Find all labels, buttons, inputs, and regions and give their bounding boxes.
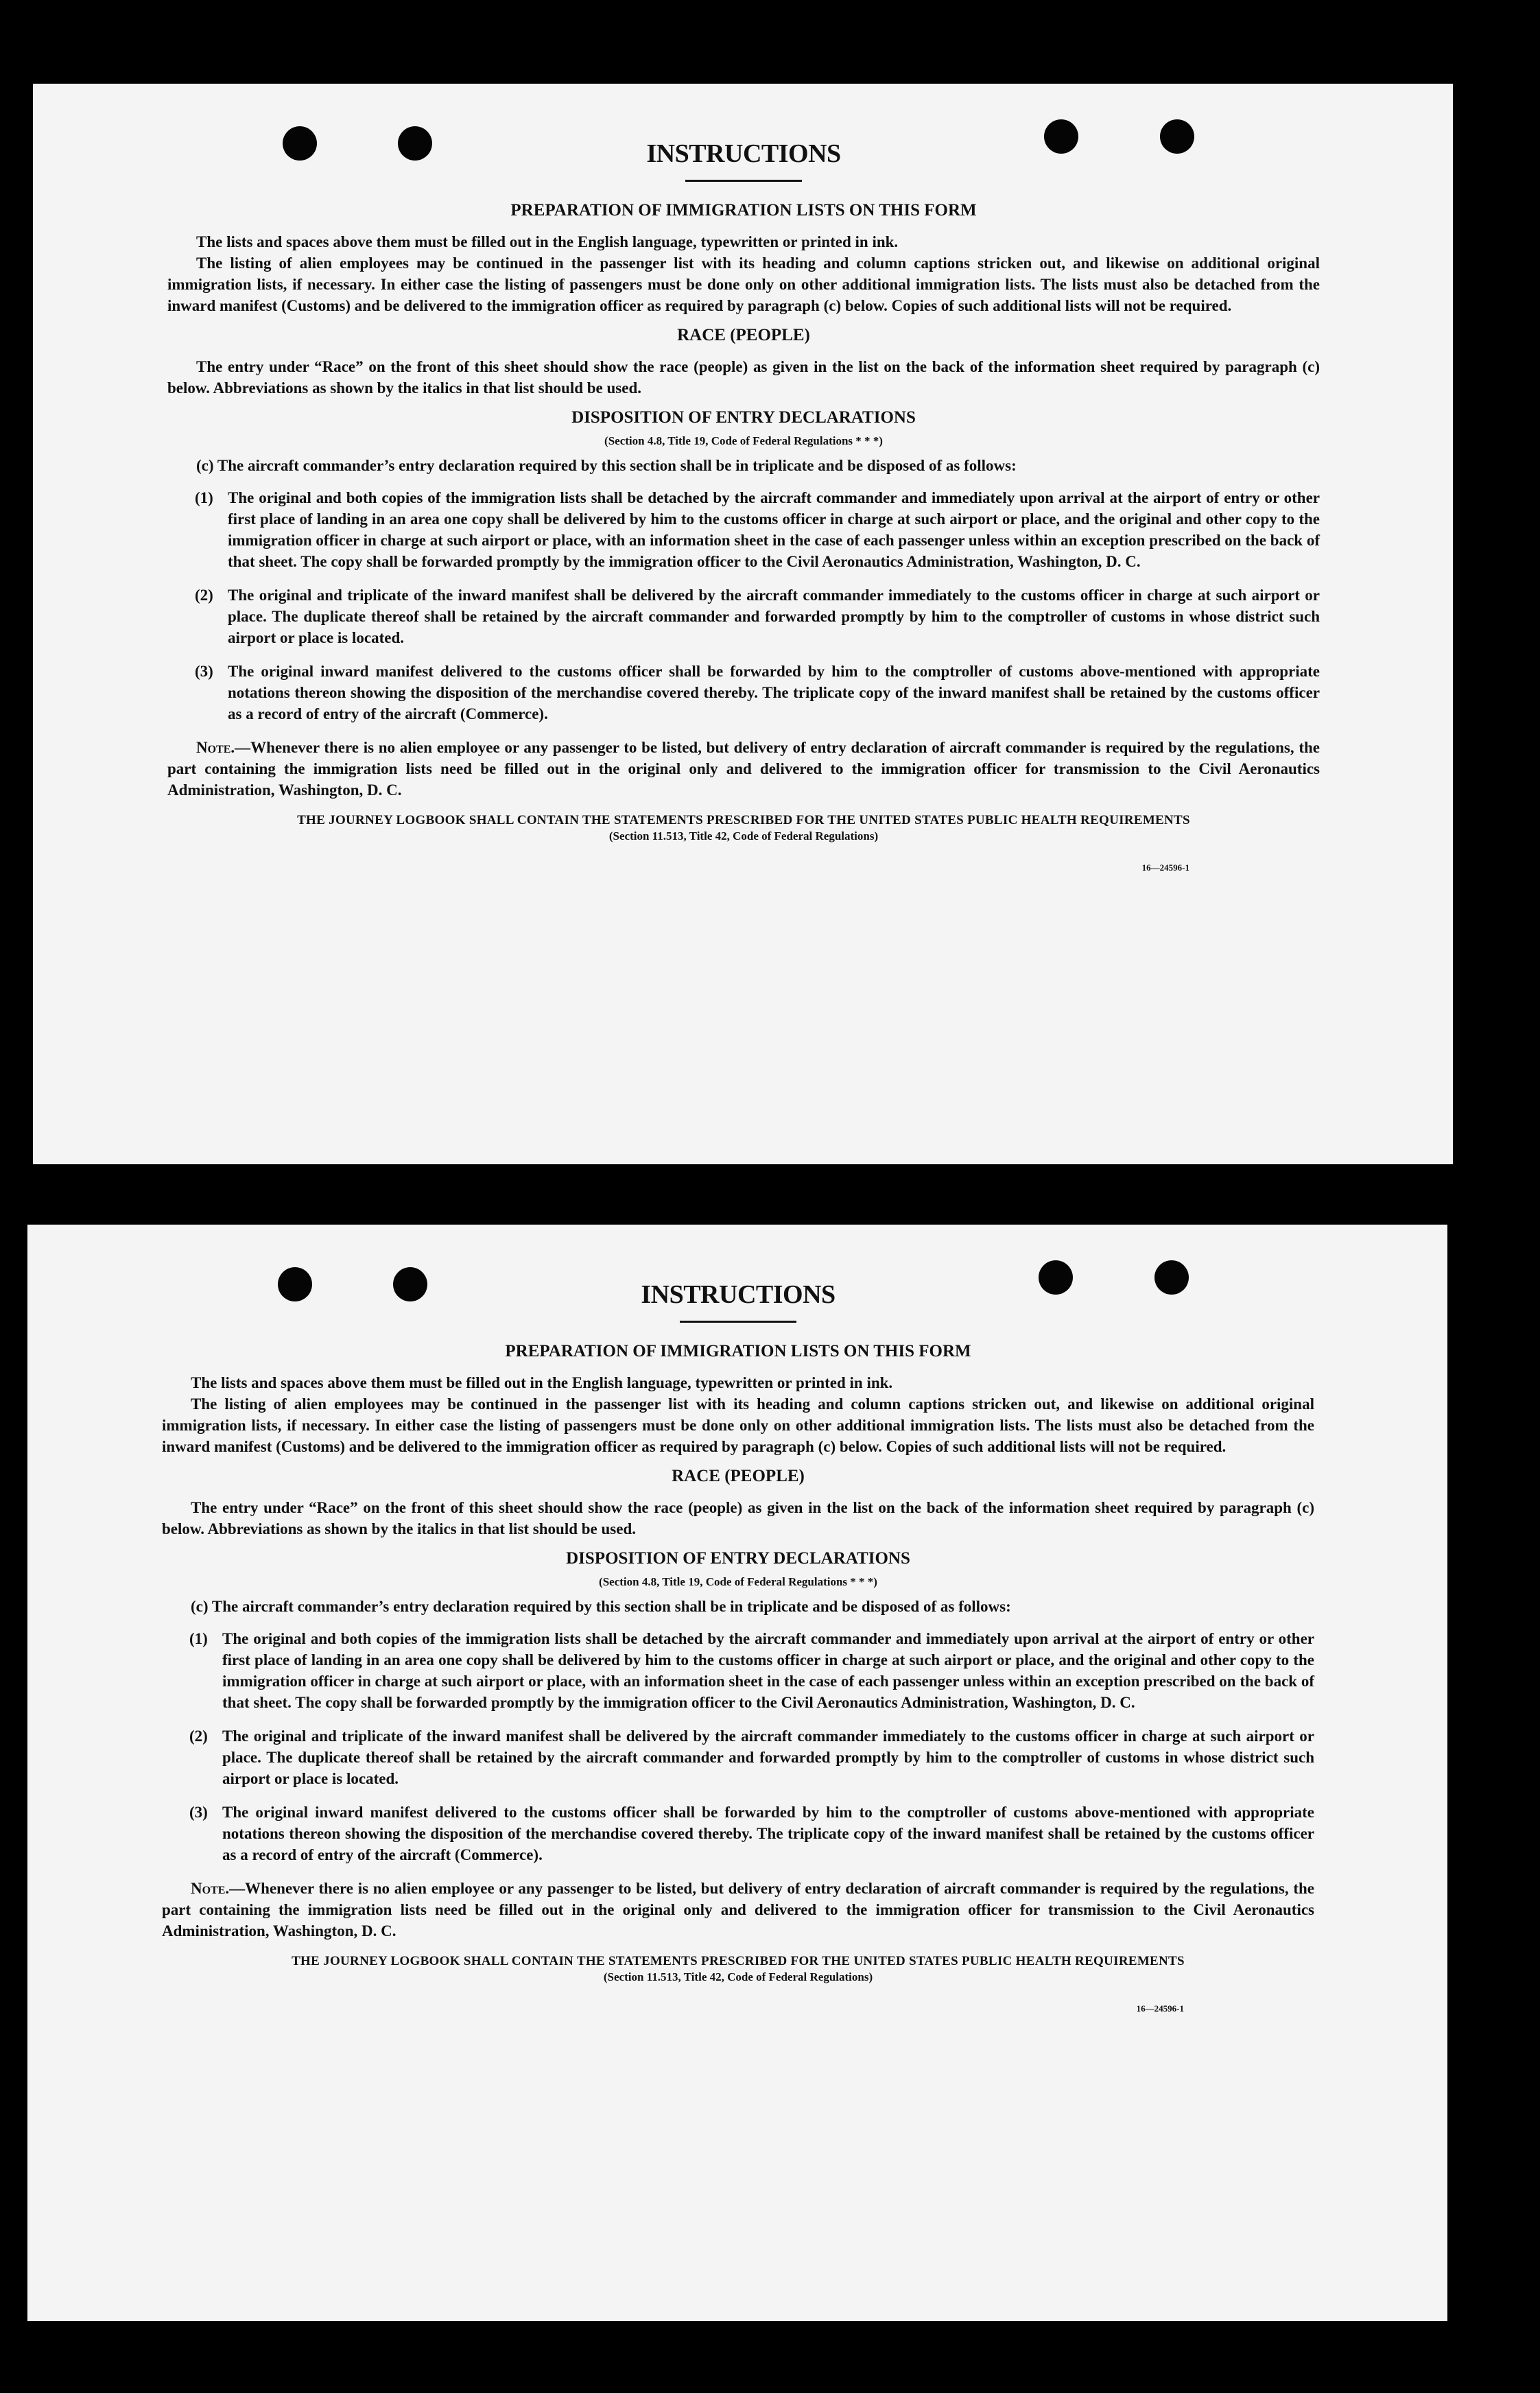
section-citation: (Section 4.8, Title 19, Code of Federal Regulations * * *)	[604, 434, 883, 447]
form-number: 16—24596-1	[1141, 862, 1189, 873]
note-text: —Whenever there is no alien employee or any passenger to be listed, but delivery of entry declaration of aircraft commander is required by the regulations, the part containing the immigration lists need be filled out in the original only and delivered to the immigration officer for transmission to the Civil Aeronautics Administration, Washington, D. C.	[167, 739, 1320, 799]
item-number: (2)	[195, 587, 213, 604]
paragraph-c: (c) The aircraft commander’s entry declaration required by this section shall be in triplicate and be disposed of as follows:	[196, 457, 1017, 474]
paragraph-language: The lists and spaces above them must be filled out in the English language, typewritten or printed in ink.	[196, 233, 899, 250]
paragraph-race: The entry under “Race” on the front of this sheet should show the race (people) as given in the list on the back of the information sheet required by paragraph (c) below. Abbreviations as shown by the italics in that list should be used.	[162, 1499, 1314, 1537]
title-rule	[685, 180, 802, 182]
item-text: The original inward manifest delivered to the customs officer shall be forwarded by him to the comptroller of customs above-mentioned with appropriate notations thereon showing the disposition of the merchandise covered thereby. The triplicate copy of the inward manifest shall be retained by the customs officer as a record of entry of the aircraft (Commerce).	[222, 1804, 1314, 1863]
item-number: (3)	[189, 1804, 208, 1821]
section-citation: (Section 4.8, Title 19, Code of Federal Regulations * * *)	[599, 1575, 877, 1588]
item-number: (2)	[189, 1728, 208, 1745]
list-item	[189, 1725, 1314, 1789]
sheet-content	[167, 139, 1320, 873]
section-heading-disposition: DISPOSITION OF ENTRY DECLARATIONS	[571, 408, 916, 427]
logbook-citation: (Section 11.513, Title 42, Code of Federal Regulations)	[603, 1970, 873, 1983]
page-title: INSTRUCTIONS	[641, 1280, 836, 1309]
instruction-sheet-1	[33, 84, 1453, 1164]
note-text: —Whenever there is no alien employee or any passenger to be listed, but delivery of entry declaration of aircraft commander is required by the regulations, the part containing the immigration lists need be filled out in the original only and delivered to the immigration officer for transmission to the Civil Aeronautics Administration, Washington, D. C.	[162, 1880, 1314, 1940]
item-text: The original and both copies of the immigration lists shall be detached by the aircraft commander and immediately upon arrival at the airport of entry or other first place of landing in an area one copy shall be delivered by him to the customs officer in charge at such airport or place, and the original and other copy to the immigration officer in charge at such airport or place, with an information sheet in the case of each passenger unless within an exception prescribed on the back of that sheet. The copy shall be forwarded promptly by the immigration officer to the Civil Aeronautics Administration, Washington, D. C.	[222, 1630, 1314, 1711]
instruction-sheet-2	[27, 1225, 1447, 2321]
title-rule	[680, 1321, 796, 1323]
section-heading-disposition: DISPOSITION OF ENTRY DECLARATIONS	[566, 1549, 910, 1568]
note-label: Note.	[191, 1880, 230, 1897]
section-heading-race: RACE (PEOPLE)	[672, 1467, 805, 1485]
paragraph-c: (c) The aircraft commander’s entry declaration required by this section shall be in triplicate and be disposed of as follows:	[191, 1598, 1011, 1615]
list-item	[195, 661, 1320, 724]
form-number: 16—24596-1	[1136, 2003, 1184, 2014]
logbook-citation: (Section 11.513, Title 42, Code of Federal Regulations)	[608, 829, 879, 842]
logbook-requirement: THE JOURNEY LOGBOOK SHALL CONTAIN THE STATEMENTS PRESCRIBED FOR THE UNITED STATES PUBLIC HEALTH REQUIREMENTS	[297, 813, 1190, 827]
paragraph-race: The entry under “Race” on the front of this sheet should show the race (people) as given in the list on the back of the information sheet required by paragraph (c) below. Abbreviations as shown by the italics in that list should be used.	[167, 358, 1320, 397]
paragraph-alien-employees: The listing of alien employees may be continued in the passenger list with its heading and column captions stricken out, and likewise on additional original immigration lists, if necessary. In either case the listing of passengers must be done only on other additional immigration lists. The lists must also be detached from the inward manifest (Customs) and be delivered to the immigration officer as required by paragraph (c) below. Copies of such additional lists will not be required.	[162, 1395, 1314, 1455]
item-text: The original and both copies of the immigration lists shall be detached by the aircraft commander and immediately upon arrival at the airport of entry or other first place of landing in an area one copy shall be delivered by him to the customs officer in charge at such airport or place, and the original and other copy to the immigration officer in charge at such airport or place, with an information sheet in the case of each passenger unless within an exception prescribed on the back of that sheet. The copy shall be forwarded promptly by the immigration officer to the Civil Aeronautics Administration, Washington, D. C.	[228, 489, 1320, 570]
item-text: The original and triplicate of the inward manifest shall be delivered by the aircraft commander immediately to the customs officer in charge at such airport or place. The duplicate thereof shall be retained by the aircraft commander and forwarded promptly by him to the comptroller of customs in whose district such airport or place is located.	[222, 1728, 1314, 1787]
logbook-requirement: THE JOURNEY LOGBOOK SHALL CONTAIN THE STATEMENTS PRESCRIBED FOR THE UNITED STATES PUBLIC HEALTH REQUIREMENTS	[292, 1954, 1185, 1968]
list-item	[195, 487, 1320, 572]
item-text: The original and triplicate of the inward manifest shall be delivered by the aircraft commander immediately to the customs officer in charge at such airport or place. The duplicate thereof shall be retained by the aircraft commander and forwarded promptly by him to the comptroller of customs in whose district such airport or place is located.	[228, 587, 1320, 646]
note-label: Note.	[196, 739, 235, 756]
item-number: (1)	[195, 489, 213, 506]
item-number: (3)	[195, 663, 213, 680]
paragraph-alien-employees: The listing of alien employees may be continued in the passenger list with its heading and column captions stricken out, and likewise on additional original immigration lists, if necessary. In either case the listing of passengers must be done only on other additional immigration lists. The lists must also be detached from the inward manifest (Customs) and be delivered to the immigration officer as required by paragraph (c) below. Copies of such additional lists will not be required.	[167, 255, 1320, 314]
list-item	[189, 1802, 1314, 1865]
paragraph-language: The lists and spaces above them must be filled out in the English language, typewritten or printed in ink.	[191, 1374, 893, 1391]
item-text: The original inward manifest delivered to the customs officer shall be forwarded by him to the comptroller of customs above-mentioned with appropriate notations thereon showing the disposition of the merchandise covered thereby. The triplicate copy of the inward manifest shall be retained by the customs officer as a record of entry of the aircraft (Commerce).	[228, 663, 1320, 722]
note-paragraph	[162, 1878, 1314, 1942]
list-item	[189, 1628, 1314, 1713]
note-paragraph	[167, 737, 1320, 801]
section-heading-preparation: PREPARATION OF IMMIGRATION LISTS ON THIS FORM	[510, 201, 977, 220]
item-number: (1)	[189, 1630, 208, 1647]
section-heading-race: RACE (PEOPLE)	[677, 326, 810, 344]
page-title: INSTRUCTIONS	[646, 139, 841, 168]
list-item	[195, 585, 1320, 648]
section-heading-preparation: PREPARATION OF IMMIGRATION LISTS ON THIS FORM	[505, 1342, 971, 1360]
sheet-content	[162, 1280, 1314, 2014]
